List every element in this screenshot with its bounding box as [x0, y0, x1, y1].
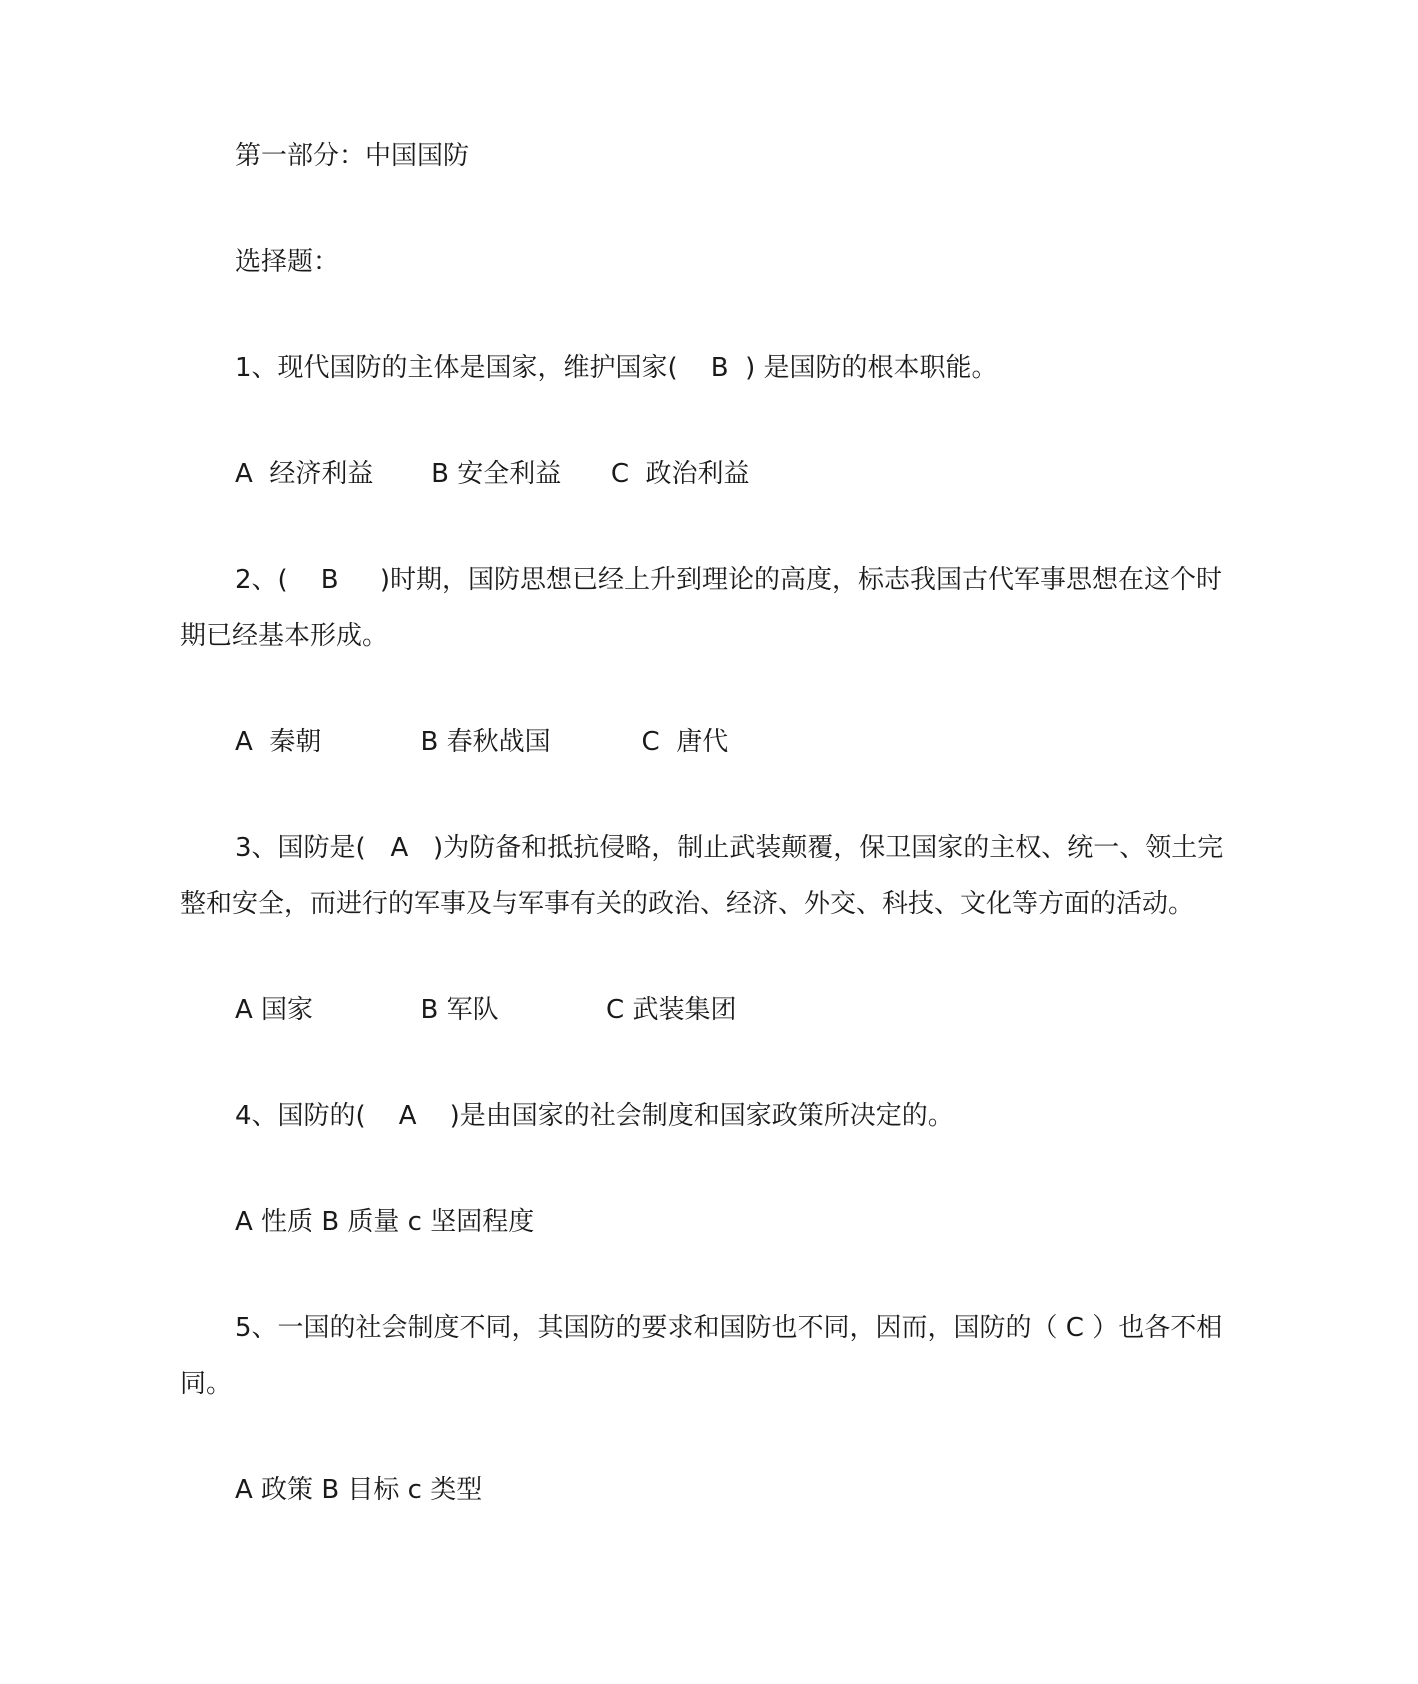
question-3-stem: 3、国防是( A )为防备和抵抗侵略，制止武装颠覆，保卫国家的主权、统一、领土完整和安全，而进行的军事及与军事有关的政治、经济、外交、科技、文化等方面的活动。 [180, 833, 1224, 919]
question-5-options: A 政策 B 目标 c 类型 [235, 1475, 483, 1505]
question-2-stem: 2、( B )时期，国防思想已经上升到理论的高度，标志我国古代军事思想在这个时期已经基本形成。 [180, 565, 1223, 651]
question-type-heading: 选择题： [235, 247, 340, 277]
question-1-stem: 1、现代国防的主体是国家，维护国家( B ) 是国防的根本职能。 [235, 353, 998, 383]
document-body [180, 128, 1240, 1568]
question-3-options: A 国家 B 军队 C 武装集团 [235, 995, 737, 1025]
question-4-stem: 4、国防的( A )是由国家的社会制度和国家政策所决定的。 [235, 1101, 954, 1131]
section-title: 第一部分：中国国防 [235, 141, 470, 171]
question-4-options: A 性质 B 质量 c 坚固程度 [235, 1207, 535, 1237]
question-5-stem: 5、一国的社会制度不同，其国防的要求和国防也不同，因而，国防的（ C ）也各不相同。 [180, 1313, 1223, 1399]
question-2-options: A 秦朝 B 春秋战国 C 唐代 [235, 727, 729, 757]
question-1-options: A 经济利益 B 安全利益 C 政治利益 [235, 459, 750, 489]
